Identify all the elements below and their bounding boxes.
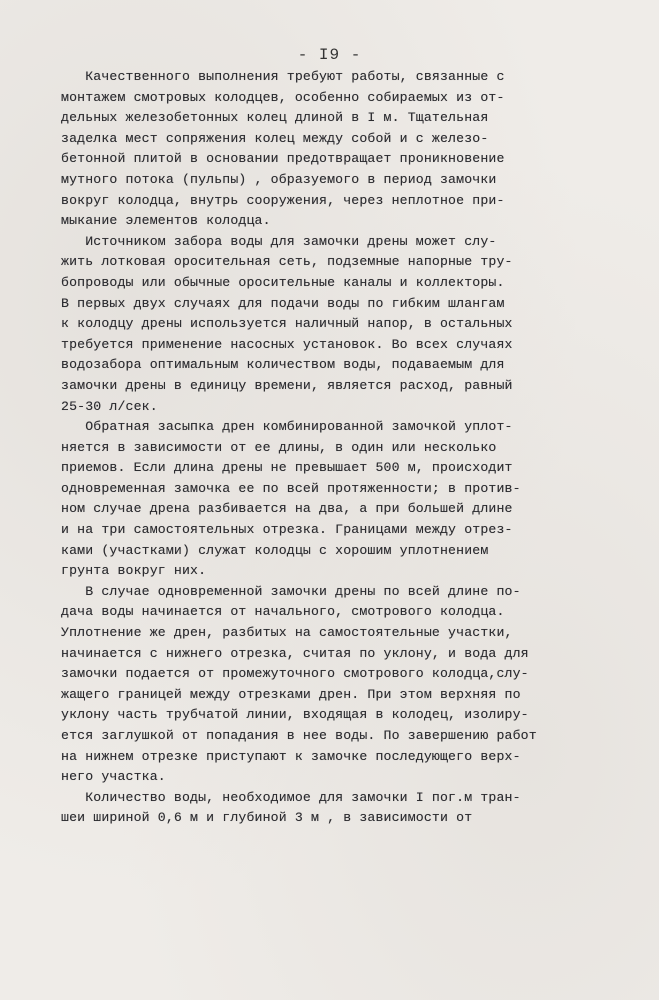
text-line: Качественного выполнения требуют работы, связанные с [61, 69, 505, 84]
text-line: Источником забора воды для замочки дрены может слу- [61, 233, 497, 249]
text-line: замочки дрены в единицу времени, является расход, равный [61, 377, 513, 393]
text-line: мыкание элементов колодца. [61, 213, 271, 229]
text-line: грунта вокруг них. [61, 563, 207, 579]
text-line: дельных железобетонных колец длиной в I м. Тщательная [61, 110, 489, 126]
text-line: водозабора оптимальным количеством воды, подаваемым для [61, 357, 505, 373]
text-line: шеи шириной 0,6 м и глубиной 3 м , в зависимости от [61, 810, 473, 826]
text-line: бетонной плитой в основании предотвращает проникновение [61, 151, 505, 167]
text-line: ном случае дрена разбивается на два, а при большей длине [61, 501, 513, 517]
text-line: жить лотковая оросительная сеть, подземные напорные тру- [61, 254, 513, 270]
text-line: замочки подается от промежуточного смотрового колодца,слу- [61, 666, 529, 682]
text-line: монтажем смотровых колодцев, особенно собираемых из от- [61, 89, 505, 105]
text-line: и на три самостоятельных отрезка. Границами между отрез- [61, 522, 513, 538]
text-line: бопроводы или обычные оросительные каналы и коллекторы. [61, 274, 505, 290]
text-line: уклону часть трубчатой линии, входящая в колодец, изолиру- [61, 707, 529, 723]
text-line: мутного потока (пульпы) , образуемого в период замочки [61, 171, 497, 187]
text-line: него участка. [61, 769, 166, 785]
text-line: няется в зависимости от ее длины, в один или несколько [61, 439, 497, 455]
text-line: Уплотнение же дрен, разбитых на самостоятельные участки, [61, 625, 513, 641]
text-line: В первых двух случаях для подачи воды по гибким шлангам [61, 295, 505, 311]
text-line: Обратная засыпка дрен комбинированной замочкой уплот- [61, 419, 513, 435]
page-number: - I9 - [297, 46, 362, 64]
text-line: на нижнем отрезке приступают к замочке последующего верх- [61, 748, 521, 764]
text-line: Количество воды, необходимое для замочки I пог.м тран- [61, 789, 521, 805]
text-line: одновременная замочка ее по всей протяженности; в против- [61, 480, 521, 496]
text-line: требуется применение насосных установок. Во всех случаях [61, 336, 513, 352]
text-line: ется заглушкой от попадания в нее воды. По завершению работ [61, 728, 537, 743]
body-text [61, 67, 621, 829]
text-line: 25-30 л/сек. [61, 398, 158, 414]
text-line: ками (участками) служат колодцы с хорошим уплотнением [61, 542, 489, 558]
text-line: к колодцу дрены используется наличный напор, в остальных [61, 316, 513, 332]
text-line: вокруг колодца, внутрь сооружения, через неплотное при- [61, 192, 505, 208]
text-line: жащего границей между отрезками дрен. При этом верхняя по [61, 686, 521, 702]
text-line: начинается с нижнего отрезка, считая по уклону, и вода для [61, 645, 529, 661]
text-line: В случае одновременной замочки дрены по всей длине по- [61, 583, 521, 599]
text-line: приемов. Если длина дрены не превышает 500 м, происходит [61, 460, 513, 476]
text-line: заделка мест сопряжения колец между собой и с железо- [61, 130, 489, 146]
text-line: дача воды начинается от начального, смотрового колодца. [61, 604, 505, 620]
